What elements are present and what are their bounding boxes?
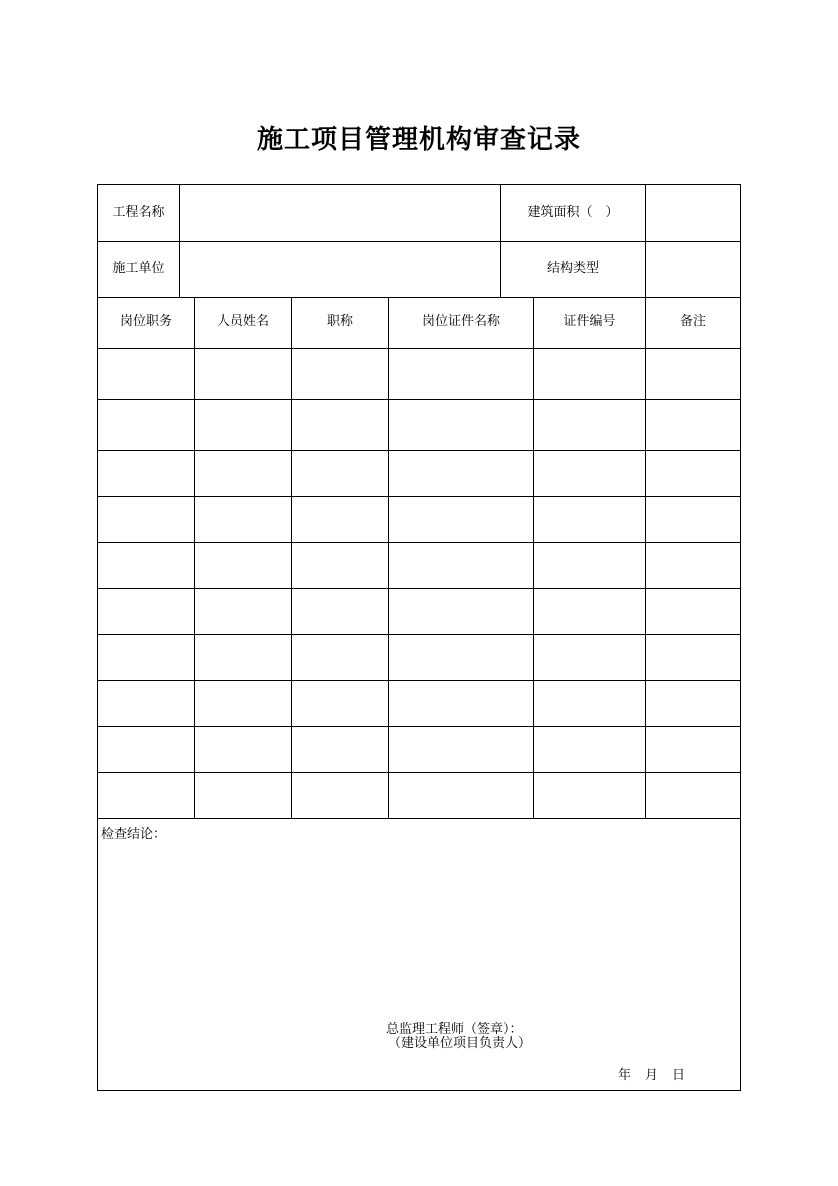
table-row [98,400,742,450]
column-divider [179,185,180,297]
table-row [98,773,742,818]
table-row [98,543,742,588]
page-title: 施工项目管理机构审查记录 [256,125,581,155]
date-year-label: 年 [618,1068,632,1083]
column-header-name: 人员姓名 [216,314,269,329]
column-divider [645,185,646,297]
column-header-certificate-number: 证件编号 [563,314,616,329]
date-month-label: 月 [645,1068,659,1083]
row-divider [98,241,740,242]
column-header-title: 职称 [326,314,353,329]
table-row [98,635,742,680]
building-area-label: 建筑面积（ ） [527,205,619,220]
review-form [97,184,741,1091]
column-header-remarks: 备注 [679,314,706,329]
column-header-position: 岗位职务 [119,314,172,329]
date-day-label: 日 [672,1068,686,1083]
project-name-label: 工程名称 [112,205,165,220]
chief-engineer-signature-label: 总监理工程师（签章）： [386,1022,523,1037]
column-divider [500,185,501,297]
table-row [98,451,742,496]
contractor-label: 施工单位 [112,261,165,276]
owner-representative-label: （建设单位项目负责人） [388,1036,532,1051]
table-row [98,497,742,542]
structure-type-label: 结构类型 [546,261,599,276]
table-row [98,349,742,399]
table-row [98,681,742,726]
conclusion-label: 检查结论： [101,827,167,842]
table-row [98,589,742,634]
row-divider [98,818,740,819]
column-header-certificate-name: 岗位证件名称 [421,314,500,329]
table-row [98,727,742,772]
